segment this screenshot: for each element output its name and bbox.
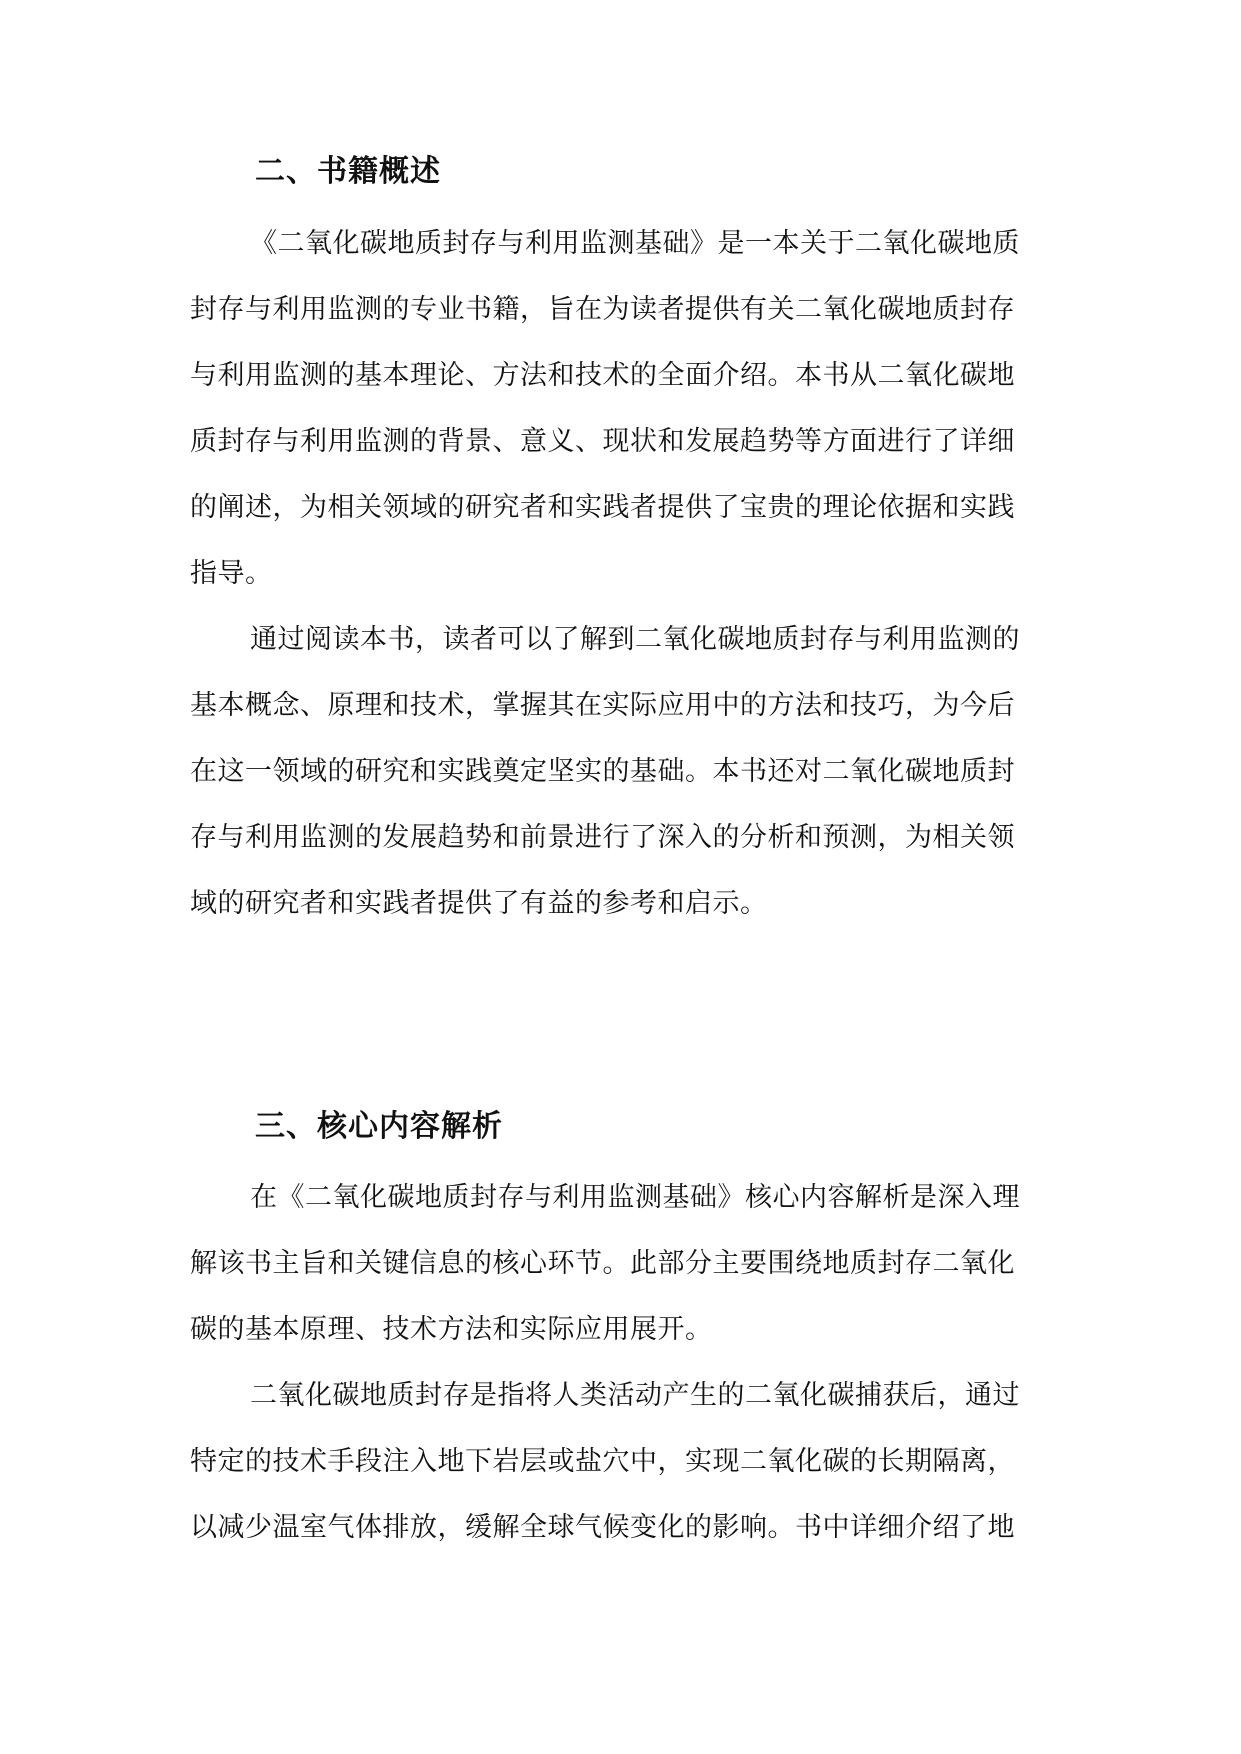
paragraph-line: 特定的技术手段注入地下岩层或盐穴中，实现二氧化碳的长期隔离， — [190, 1446, 1015, 1477]
paragraph-line: 在《二氧化碳地质封存与利用监测基础》核心内容解析是深入理 — [250, 1182, 1020, 1213]
paragraph-line: 解该书主旨和关键信息的核心环节。此部分主要围绕地质封存二氧化 — [190, 1248, 1015, 1279]
paragraph-line: 在这一领域的研究和实践奠定坚实的基础。本书还对二氧化碳地质封 — [190, 756, 1015, 787]
paragraph-line: 以减少温室气体排放，缓解全球气候变化的影响。书中详细介绍了地 — [190, 1512, 1015, 1543]
paragraph-line: 基本概念、原理和技术，掌握其在实际应用中的方法和技巧，为今后 — [190, 690, 1015, 721]
paragraph-line: 指导。 — [190, 558, 273, 589]
paragraph-line: 与利用监测的基本理论、方法和技术的全面介绍。本书从二氧化碳地 — [190, 360, 1015, 391]
paragraph-line: 域的研究者和实践者提供了有益的参考和启示。 — [190, 888, 768, 919]
paragraph-line: 封存与利用监测的专业书籍，旨在为读者提供有关二氧化碳地质封存 — [190, 294, 1015, 325]
paragraph-line: 质封存与利用监测的背景、意义、现状和发展趋势等方面进行了详细 — [190, 426, 1015, 457]
paragraph-line: 存与利用监测的发展趋势和前景进行了深入的分析和预测，为相关领 — [190, 822, 1015, 853]
section-heading-overview: 二、书籍概述 — [255, 154, 441, 189]
section-heading-core-content: 三、核心内容解析 — [255, 1109, 503, 1144]
paragraph-line: 二氧化碳地质封存是指将人类活动产生的二氧化碳捕获后，通过 — [250, 1380, 1020, 1411]
paragraph-line: 碳的基本原理、技术方法和实际应用展开。 — [190, 1314, 713, 1345]
paragraph-line: 的阐述，为相关领域的研究者和实践者提供了宝贵的理论依据和实践 — [190, 492, 1015, 523]
paragraph-line: 《二氧化碳地质封存与利用监测基础》是一本关于二氧化碳地质 — [250, 228, 1020, 259]
paragraph-line: 通过阅读本书，读者可以了解到二氧化碳地质封存与利用监测的 — [250, 624, 1020, 655]
